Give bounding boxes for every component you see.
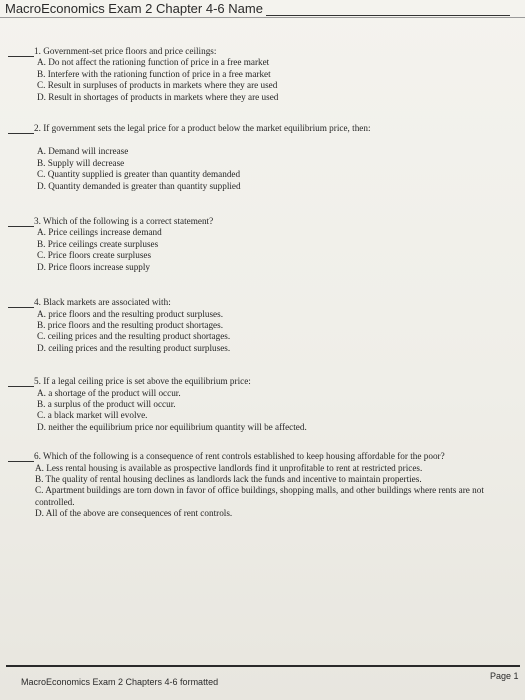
name-blank-line <box>266 3 510 16</box>
option-b: B. Price ceilings create surpluses <box>37 238 159 249</box>
question-4 <box>8 297 513 354</box>
option-a: A. Less rental housing is available as prospective landlords find it unprofitable to rent at restricted prices. <box>35 462 423 473</box>
question-1 <box>8 46 513 103</box>
option-a: A. a shortage of the product will occur. <box>37 387 181 398</box>
page-header <box>5 1 510 16</box>
answer-blank <box>8 386 34 387</box>
question-stem: 2. If government sets the legal price for a product below the market equilibrium price, then: <box>34 123 371 134</box>
question-stem: 5. If a legal ceiling price is set above the equilibrium price: <box>34 376 251 387</box>
question-2 <box>8 123 513 192</box>
option-d: D. All of the above are consequences of rent controls. <box>35 508 233 519</box>
question-6 <box>8 451 513 519</box>
option-c: C. a black market will evolve. <box>37 410 148 421</box>
footer-title: MacroEconomics Exam 2 Chapters 4-6 formatted <box>21 677 219 687</box>
question-list <box>8 46 513 534</box>
option-d: D. Price floors increase supply <box>37 261 151 272</box>
footer-rule <box>6 665 520 667</box>
question-stem: 6. Which of the following is a consequence of rent controls established to keep housing affordable for the poor? <box>34 451 445 462</box>
option-c: C. ceiling prices and the resulting product shortages. <box>37 331 231 342</box>
answer-blank <box>8 226 34 227</box>
answer-blank <box>8 133 34 134</box>
option-d: D. ceiling prices and the resulting product surpluses. <box>37 342 231 353</box>
answer-blank <box>8 56 34 57</box>
page-number: Page 1 <box>490 671 519 681</box>
option-c: C. Apartment buildings are torn down in favor of office buildings, shopping malls, and other buildings where rents are not controlled. <box>35 485 484 507</box>
option-b: B. a surplus of the product will occur. <box>37 398 176 409</box>
option-b: B. price floors and the resulting product shortages. <box>37 319 224 330</box>
option-c: C. Result in surpluses of products in markets where they are used <box>37 80 278 91</box>
option-d: D. Quantity demanded is greater than quantity supplied <box>37 180 241 191</box>
answer-blank <box>8 307 34 308</box>
option-b: B. Supply will decrease <box>37 157 125 168</box>
exam-title: MacroEconomics Exam 2 Chapter 4-6 Name <box>5 1 263 16</box>
option-b: B. The quality of rental housing declines as landlords lack the funds and incentive to maintain properties. <box>35 473 422 484</box>
option-a: A. Do not affect the rationing function of price in a free market <box>37 57 270 68</box>
option-d: D. Result in shortages of products in markets where they are used <box>37 91 279 102</box>
question-stem: 1. Government-set price floors and price ceilings: <box>34 46 217 56</box>
answer-blank <box>8 461 34 462</box>
question-stem: 3. Which of the following is a correct statement? <box>34 216 214 227</box>
question-3 <box>8 216 513 273</box>
option-c: C. Price floors create surpluses <box>37 250 152 261</box>
option-c: C. Quantity supplied is greater than quantity demanded <box>37 169 241 180</box>
option-d: D. neither the equilibrium price nor equilibrium quantity will be affected. <box>37 421 307 432</box>
question-stem: 4. Black markets are associated with: <box>34 297 171 308</box>
option-a: A. Demand will increase <box>37 146 129 157</box>
option-a: A. Price ceilings increase demand <box>37 227 162 238</box>
question-5 <box>8 376 513 433</box>
header-rule <box>0 17 525 18</box>
option-a: A. price floors and the resulting product surpluses. <box>37 308 224 319</box>
option-b: B. Interfere with the rationing function of price in a free market <box>37 68 271 79</box>
